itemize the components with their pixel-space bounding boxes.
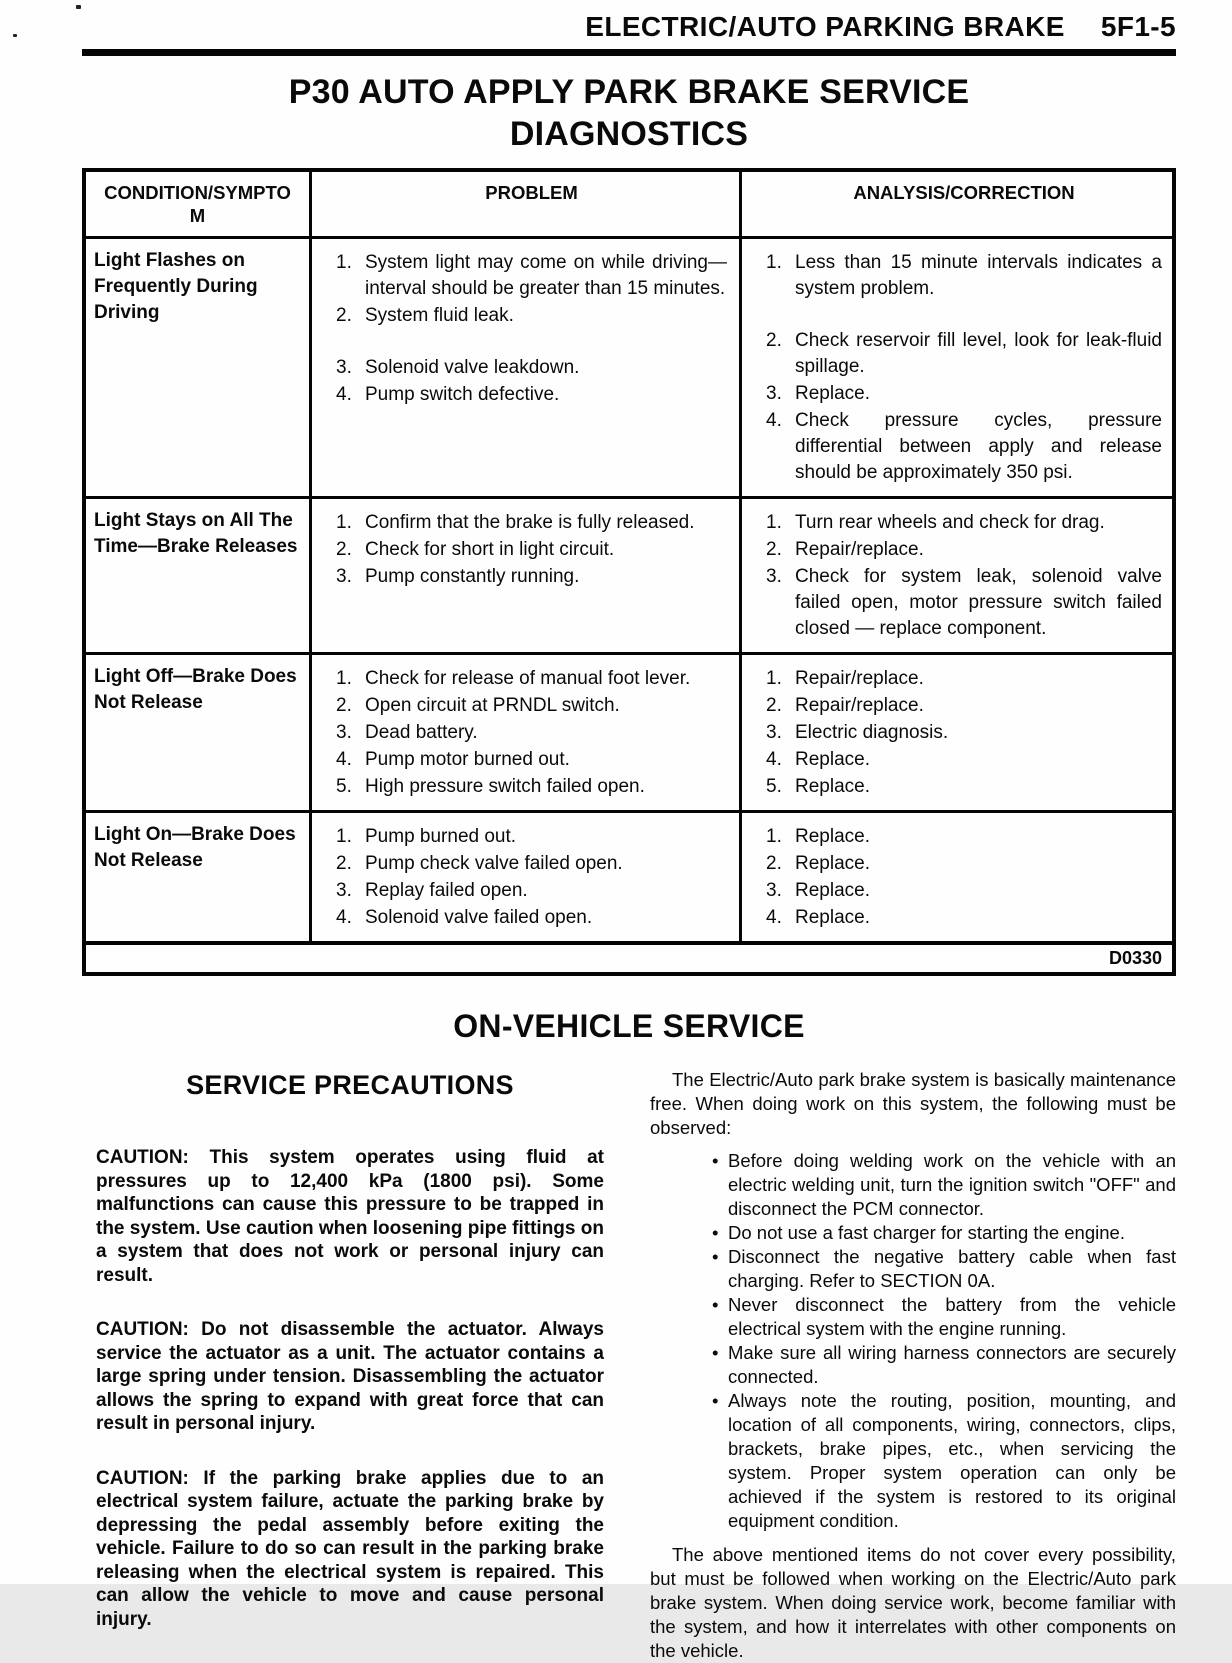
item-number: 2. bbox=[336, 305, 352, 326]
item-text: Replace. bbox=[795, 853, 870, 874]
item-number: 2. bbox=[766, 330, 782, 351]
on-vehicle-service-title: ON-VEHICLE SERVICE bbox=[453, 1008, 805, 1044]
item-text: Pump switch defective. bbox=[365, 384, 560, 405]
item-number: 1. bbox=[336, 512, 352, 533]
item-number: 3. bbox=[766, 722, 782, 743]
item-text: Replace. bbox=[795, 383, 870, 404]
diagnostic-item bbox=[766, 250, 1162, 302]
diagnostic-item bbox=[766, 693, 1162, 719]
bullet-item: • Disconnect the negative battery cable when fast charging. Refer to SECTION 0A. bbox=[712, 1245, 1176, 1293]
item-text: Check for release of manual foot lever. bbox=[365, 668, 691, 689]
item-text: Pump check valve failed open. bbox=[365, 853, 623, 874]
diagnostic-item bbox=[336, 666, 727, 692]
item-text: Solenoid valve failed open. bbox=[365, 907, 593, 928]
figure-code-row bbox=[86, 941, 1172, 972]
diagnostic-item bbox=[766, 408, 1162, 486]
diagnostic-item bbox=[766, 328, 1162, 380]
table-header-row bbox=[86, 172, 1172, 236]
condition-cell: Light Off—Brake Does Not Release bbox=[86, 655, 312, 810]
diagnostic-item bbox=[336, 250, 727, 302]
item-text: Pump motor burned out. bbox=[365, 749, 570, 770]
item-number: 4. bbox=[336, 749, 352, 770]
precaution-bullet-list bbox=[650, 1149, 1176, 1533]
diagnostic-item bbox=[766, 510, 1162, 536]
diagnostic-item bbox=[766, 905, 1162, 931]
item-number: 3. bbox=[336, 880, 352, 901]
item-number: 1. bbox=[766, 252, 782, 273]
item-number: 2. bbox=[336, 539, 352, 560]
item-number: 1. bbox=[766, 512, 782, 533]
scan-artifact bbox=[76, 5, 81, 9]
doc-title-line2: DIAGNOSTICS bbox=[509, 115, 749, 153]
section-name: ELECTRIC/AUTO PARKING BRAKE bbox=[585, 11, 1065, 42]
bullet-item: • Always note the routing, position, mounting, and location of all components, wiring, connectors, clips, brackets, brake pipes, etc., when servicing the system. Proper system operation can only be achieved if the system is restored to its original equipment condition. bbox=[712, 1389, 1176, 1533]
diagnostic-item bbox=[336, 303, 727, 329]
item-text: Check reservoir fill level, look for leak-fluid spillage. bbox=[795, 330, 1162, 377]
diagnostic-item bbox=[766, 381, 1162, 407]
two-column-body bbox=[82, 1068, 1176, 1663]
condition-cell: Light Stays on All The Time—Brake Releases bbox=[86, 499, 312, 652]
diagnostic-item bbox=[336, 382, 727, 408]
table-row bbox=[86, 236, 1172, 496]
doc-title bbox=[82, 71, 1176, 155]
diagnostic-item bbox=[336, 693, 727, 719]
item-text: System light may come on while driving—interval should be greater than 15 minutes. bbox=[365, 252, 727, 299]
item-number: 1. bbox=[336, 668, 352, 689]
item-number: 1. bbox=[766, 826, 782, 847]
diagnostic-item bbox=[766, 878, 1162, 904]
diagnostic-item bbox=[766, 564, 1162, 642]
closing-paragraph: The above mentioned items do not cover every possibility, but must be followed when working on the Electric/Auto park brake system. When doing service work, become familiar with the system, and how it interrelates with other components on the vehicle. bbox=[650, 1544, 1176, 1661]
diagnostic-item bbox=[336, 824, 727, 850]
item-number: 3. bbox=[336, 566, 352, 587]
item-number: 1. bbox=[766, 668, 782, 689]
item-text: Replay failed open. bbox=[365, 880, 528, 901]
item-text: Replace. bbox=[795, 749, 870, 770]
item-text: Check for short in light circuit. bbox=[365, 539, 615, 560]
item-number: 2. bbox=[336, 853, 352, 874]
item-number: 1. bbox=[336, 252, 352, 273]
caution-paragraph: CAUTION: If the parking brake applies due to an electrical system failure, actuate the parking brake by depressing the pedal assembly before exiting the vehicle. Failure to do so can result in the parking brake releasing when the electrical system is repaired. This can allow the vehicle to move and cause personal injury. bbox=[96, 1467, 604, 1630]
problem-cell bbox=[312, 499, 742, 652]
diagnostic-item bbox=[766, 824, 1162, 850]
problem-cell bbox=[312, 655, 742, 810]
diagnostic-item bbox=[336, 537, 727, 563]
analysis-cell bbox=[742, 655, 1172, 810]
item-number: 4. bbox=[766, 907, 782, 928]
condition-cell: Light Flashes on Frequently During Driving bbox=[86, 239, 312, 496]
caution-paragraph: CAUTION: Do not disassemble the actuator. Always service the actuator as a unit. The actuator contains a large spring under tension. Disassembling the actuator allows the spring to expand with great force that can result in personal injury. bbox=[96, 1319, 604, 1434]
problem-cell bbox=[312, 239, 742, 496]
caution-paragraph: CAUTION: This system operates using fluid at pressures up to 12,400 kPa (1800 psi). Some malfunctions can cause this pressure to be trapped in the system. Use caution when loosening pipe fittings on a system that does not work or personal injury can result. bbox=[96, 1147, 604, 1286]
analysis-cell bbox=[742, 813, 1172, 941]
item-text: Repair/replace. bbox=[795, 695, 924, 716]
analysis-cell bbox=[742, 499, 1172, 652]
diagnostic-item bbox=[336, 510, 727, 536]
item-text: Replace. bbox=[795, 776, 870, 797]
item-text: Check pressure cycles, pressure differential between apply and release should be approximately 350 psi. bbox=[795, 410, 1162, 483]
item-number: 3. bbox=[336, 722, 352, 743]
item-number: 3. bbox=[766, 880, 782, 901]
right-column bbox=[650, 1068, 1176, 1663]
analysis-cell bbox=[742, 239, 1172, 496]
item-number: 2. bbox=[336, 695, 352, 716]
item-text: High pressure switch failed open. bbox=[365, 776, 645, 797]
item-text: Replace. bbox=[795, 880, 870, 901]
table-row bbox=[86, 496, 1172, 652]
diagnostic-item bbox=[336, 905, 727, 931]
item-text: Electric diagnosis. bbox=[795, 722, 949, 743]
intro-paragraph: The Electric/Auto park brake system is basically maintenance free. When doing work on this system, the following must be observed: bbox=[650, 1069, 1176, 1138]
diagnostic-item bbox=[336, 720, 727, 746]
bullet-item: • Before doing welding work on the vehicle with an electric welding unit, turn the ignition switch "OFF" and disconnect the PCM connector. bbox=[712, 1149, 1176, 1221]
item-number: 1. bbox=[336, 826, 352, 847]
diagnostic-item bbox=[766, 851, 1162, 877]
diagnostic-item bbox=[336, 355, 727, 381]
item-number: 4. bbox=[336, 384, 352, 405]
diagnostic-item bbox=[766, 720, 1162, 746]
item-number: 3. bbox=[766, 383, 782, 404]
item-text: System fluid leak. bbox=[365, 305, 514, 326]
item-text: Check for system leak, solenoid valve failed open, motor pressure switch failed closed — replace component. bbox=[795, 566, 1162, 639]
header-cell-condition: CONDITION/SYMPTO M bbox=[86, 172, 312, 236]
header-cell-problem: PROBLEM bbox=[312, 172, 742, 236]
item-text: Pump constantly running. bbox=[365, 566, 580, 587]
item-number: 4. bbox=[336, 907, 352, 928]
item-number: 2. bbox=[766, 539, 782, 560]
item-text: Repair/replace. bbox=[795, 539, 924, 560]
bullet-item: • Do not use a fast charger for starting the engine. bbox=[712, 1221, 1176, 1245]
diagnostic-item bbox=[766, 666, 1162, 692]
problem-cell bbox=[312, 813, 742, 941]
running-header bbox=[82, 10, 1176, 44]
service-precautions-heading: SERVICE PRECAUTIONS bbox=[186, 1070, 514, 1100]
header-cell-analysis: ANALYSIS/CORRECTION bbox=[853, 182, 1075, 203]
diagnostic-item bbox=[336, 564, 727, 590]
diagnostics-table bbox=[82, 168, 1176, 976]
item-number: 3. bbox=[336, 357, 352, 378]
item-text: Repair/replace. bbox=[795, 668, 924, 689]
item-text: Turn rear wheels and check for drag. bbox=[795, 512, 1105, 533]
item-number: 2. bbox=[766, 853, 782, 874]
item-text: Replace. bbox=[795, 907, 870, 928]
condition-cell: Light On—Brake Does Not Release bbox=[86, 813, 312, 941]
diagnostic-item bbox=[766, 537, 1162, 563]
item-number: 5. bbox=[766, 776, 782, 797]
item-number: 3. bbox=[766, 566, 782, 587]
diagnostic-item bbox=[336, 774, 727, 800]
item-number: 4. bbox=[766, 410, 782, 431]
figure-code: D0330 bbox=[1108, 948, 1162, 968]
item-number: 2. bbox=[766, 695, 782, 716]
item-text: Solenoid valve leakdown. bbox=[365, 357, 580, 378]
item-text: Open circuit at PRNDL switch. bbox=[365, 695, 620, 716]
table-row bbox=[86, 810, 1172, 941]
diagnostic-item bbox=[766, 747, 1162, 773]
item-number: 5. bbox=[336, 776, 352, 797]
diagnostic-item bbox=[336, 851, 727, 877]
bullet-item: • Never disconnect the battery from the vehicle electrical system with the engine running. bbox=[712, 1293, 1176, 1341]
doc-title-line1: P30 AUTO APPLY PARK BRAKE SERVICE bbox=[288, 73, 970, 111]
table-row bbox=[86, 652, 1172, 810]
bullet-item: • Make sure all wiring harness connectors are securely connected. bbox=[712, 1341, 1176, 1389]
diagnostic-item bbox=[336, 878, 727, 904]
diagnostic-item bbox=[336, 747, 727, 773]
item-text: Dead battery. bbox=[365, 722, 478, 743]
item-text: Replace. bbox=[795, 826, 870, 847]
item-text: Pump burned out. bbox=[365, 826, 517, 847]
diagnostic-item bbox=[766, 774, 1162, 800]
left-column bbox=[82, 1068, 604, 1663]
item-text: Confirm that the brake is fully released. bbox=[365, 512, 695, 533]
item-text: Less than 15 minute intervals indicates a system problem. bbox=[795, 252, 1162, 299]
item-number: 4. bbox=[766, 749, 782, 770]
page-number: 5F1-5 bbox=[1100, 11, 1176, 42]
header-rule bbox=[82, 49, 1176, 56]
scan-artifact bbox=[13, 34, 17, 37]
